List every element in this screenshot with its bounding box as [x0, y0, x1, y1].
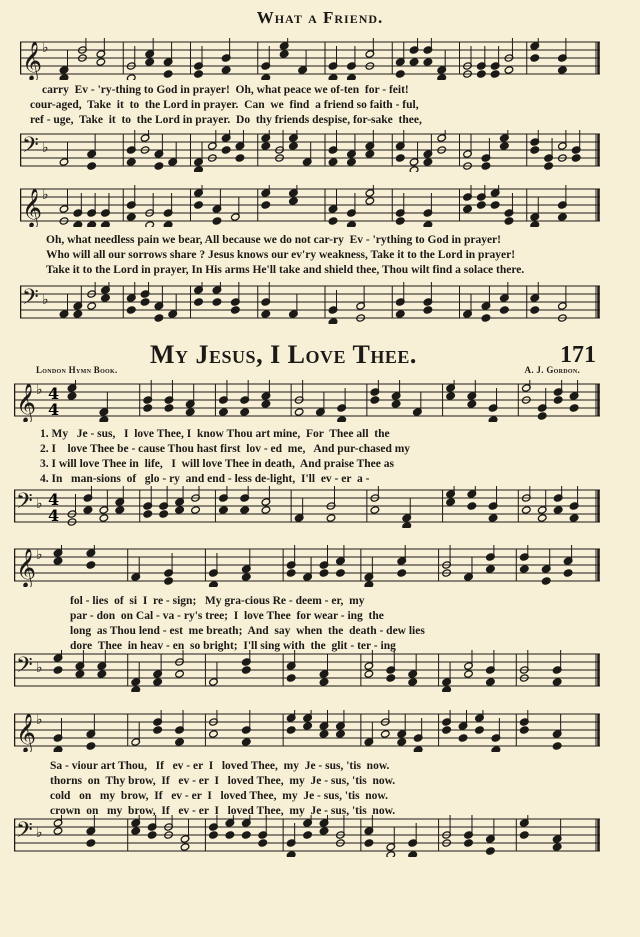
svg-text:4: 4 — [48, 400, 60, 419]
svg-text:𝄞: 𝄞 — [16, 383, 37, 422]
lyric-line: carry Ev - 'ry-thing to God in prayer! Oh, what peace we of-ten for - feit! — [42, 84, 409, 96]
staff-treble-h2s1 — [14, 380, 600, 422]
svg-text:♭: ♭ — [42, 187, 49, 203]
lyric-line: par - don on Cal - va - ry's tree; I love Thee for wear - ing the — [70, 610, 384, 622]
lyric-line: 2. I love Thee be - cause Thou hast first lov - ed me, And pur-chased my — [40, 443, 411, 455]
svg-text:𝄞: 𝄞 — [22, 188, 43, 227]
lyric-line: 4. In man-sions of glo - ry and end - less de-light, I'll ev - er a - — [40, 473, 370, 485]
svg-text:♭: ♭ — [36, 660, 43, 676]
svg-text:4: 4 — [48, 384, 60, 403]
staff-bass-h2s1 — [14, 486, 600, 528]
svg-text:𝄢: 𝄢 — [16, 489, 33, 519]
lyric-line: Take it to the Lord in prayer, In His arms He'll take and shield thee, Thou wilt find a solace there. — [46, 264, 525, 276]
staff-bass-h2s2 — [14, 650, 600, 692]
hymn-title-my-jesus: My Jesus, I Love Thee. — [150, 340, 417, 369]
lyric-line: Sa - viour art Thou, If ev - er I loved Thee, my Je - sus, 'tis now. — [50, 760, 390, 772]
staff-treble-h1s1 — [20, 38, 600, 80]
svg-text:♭: ♭ — [36, 712, 43, 728]
staff-treble-h2s2 — [14, 545, 600, 587]
lyric-line: crown on my brow, If ev - er I loved Thee, my Je - sus, 'tis now. — [50, 805, 396, 817]
svg-text:𝄢: 𝄢 — [22, 133, 39, 163]
svg-text:♭: ♭ — [42, 40, 49, 56]
svg-text:𝄞: 𝄞 — [22, 41, 43, 80]
lyric-line: ref - uge, Take it to the Lord in prayer. Do thy friends despise, for-sake thee, — [30, 114, 422, 126]
lyric-line: dore Thee in heav - en so bright; I'll sing with the glit - ter - ing — [70, 640, 396, 652]
staff-treble-h2s3 — [14, 710, 600, 752]
hymn-title-what-a-friend: What a Friend. — [256, 8, 384, 27]
svg-text:𝄞: 𝄞 — [16, 548, 37, 587]
hymn-number: 171 — [560, 342, 596, 368]
lyric-line: Who will all our sorrows share ? Jesus knows our ev'ry weakness, Take it to the Lord in prayer! — [46, 249, 516, 261]
lyric-line: cour-aged, Take it to the Lord in prayer. Can we find a friend so faith - ful, — [30, 99, 419, 111]
svg-text:♭: ♭ — [36, 382, 43, 398]
staff-bass-h1s1 — [20, 130, 600, 172]
svg-text:𝄢: 𝄢 — [16, 653, 33, 683]
svg-text:♭: ♭ — [36, 825, 43, 841]
svg-text:♭: ♭ — [36, 496, 43, 512]
lyric-line: 3. I will love Thee in life, I will love Thee in death, And praise Thee as — [40, 458, 394, 470]
lyric-line: cold on my brow, If ev - er I loved Thee, my Je - sus, 'tis now. — [50, 790, 388, 802]
lyric-line: long as Thou lend - est me breath; And say when the death - dew lies — [70, 625, 425, 637]
svg-text:𝄢: 𝄢 — [16, 818, 33, 848]
lyric-line: 1. My Je - sus, I love Thee, I know Thou art mine, For Thee all the — [40, 428, 390, 440]
staff-bass-h2s3 — [14, 815, 600, 857]
svg-text:♭: ♭ — [36, 547, 43, 563]
tune-source: London Hymn Book. — [36, 365, 118, 375]
svg-text:♭: ♭ — [42, 292, 49, 308]
lyric-line: thorns on Thy brow, If ev - er I loved Thee, my Je - sus, 'tis now. — [50, 775, 396, 787]
svg-text:𝄞: 𝄞 — [16, 713, 37, 752]
lyric-line: Oh, what needless pain we bear, All because we do not car-ry Ev - 'rything to God in prayer! — [46, 234, 501, 246]
svg-text:4: 4 — [48, 506, 60, 525]
lyric-line: fol - lies of si I re - sign; My gra-cious Re - deem - er, my — [70, 595, 365, 607]
composer-credit: A. J. Gordon. — [524, 365, 580, 375]
svg-text:♭: ♭ — [42, 140, 49, 156]
svg-text:𝄢: 𝄢 — [22, 285, 39, 315]
svg-text:4: 4 — [48, 490, 60, 509]
staff-treble-h1s2 — [20, 185, 600, 227]
staff-bass-h1s2 — [20, 282, 600, 324]
